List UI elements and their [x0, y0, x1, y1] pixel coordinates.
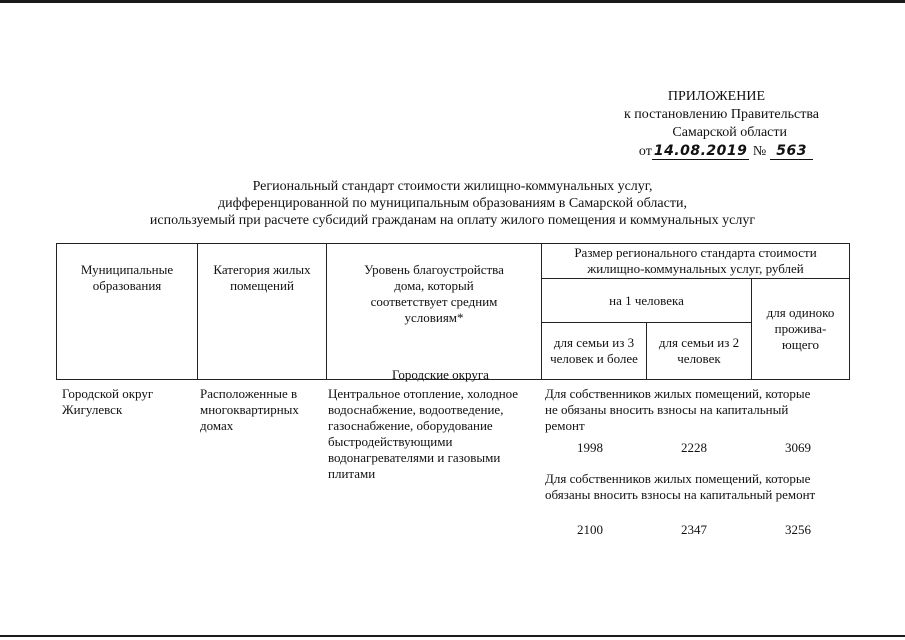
group-1-value-family2: 2228: [681, 440, 707, 455]
appendix-title: ПРИЛОЖЕНИЕ: [667, 89, 765, 104]
decree-reference: [624, 142, 813, 161]
standard-table-header: [56, 243, 850, 380]
scan-edge-top: [0, 0, 905, 3]
document-title-line-2: дифференцированной по муниципальным образованиям в Самарской области,: [218, 196, 687, 211]
group-1-value-family3: 1998: [577, 440, 603, 455]
row-level: Центральное отопление, холодное водоснабжение, водоотведение, газоснабжение, оборудование быстродействующими водонагревателями и газовыми плитами: [328, 386, 519, 481]
group-2-value-single: 3256: [785, 522, 811, 537]
document-title: [0, 178, 905, 229]
header-family-2: для семьи из 2 человек: [647, 323, 752, 380]
header-category: Категория жилых помещений: [198, 244, 327, 380]
scan-edge-bottom: [0, 635, 905, 637]
header-family-3: для семьи из 3 человек и более: [542, 323, 647, 380]
appendix-line-1: к постановлению Правительства: [623, 107, 819, 122]
appendix-line-2: Самарской области: [672, 125, 787, 140]
header-size: Размер регионального стандарта стоимости жилищно-коммунальных услуг, рублей: [542, 244, 850, 279]
group-2-label: Для собственников жилых помещений, которые обязаны вносить взносы на капитальный ремонт: [545, 471, 816, 502]
group-2-value-family2: 2347: [681, 522, 707, 537]
header-municipal: Муниципальные образования: [57, 244, 198, 380]
decree-number-prefix: №: [752, 144, 767, 159]
document-title-line-1: Региональный стандарт стоимости жилищно-коммунальных услуг,: [252, 179, 653, 194]
section-label: Городские округа: [392, 367, 489, 382]
header-single: для одиноко прожива-ющего: [752, 279, 850, 380]
document-title-line-3: используемый при расчете субсидий гражданам на оплату жилого помещения и коммунальных услуг: [149, 213, 756, 228]
decree-date: 14.08.2019: [653, 143, 748, 159]
header-level: Уровень благоустройства дома, который соответствует средним условиям*: [327, 244, 542, 380]
row-municipal: Городской округ Жигулевск: [62, 386, 154, 417]
group-1-value-single: 3069: [785, 440, 811, 455]
decree-number: 563: [770, 143, 813, 160]
group-2-value-family3: 2100: [577, 522, 603, 537]
row-category: Расположенные в многоквартирных домах: [200, 386, 299, 433]
group-1-label: Для собственников жилых помещений, которые не обязаны вносить взносы на капитальный ремонт: [545, 386, 811, 433]
decree-from-prefix: от: [638, 144, 652, 159]
appendix-block: [624, 88, 819, 161]
header-per-person: на 1 человека: [542, 279, 752, 323]
